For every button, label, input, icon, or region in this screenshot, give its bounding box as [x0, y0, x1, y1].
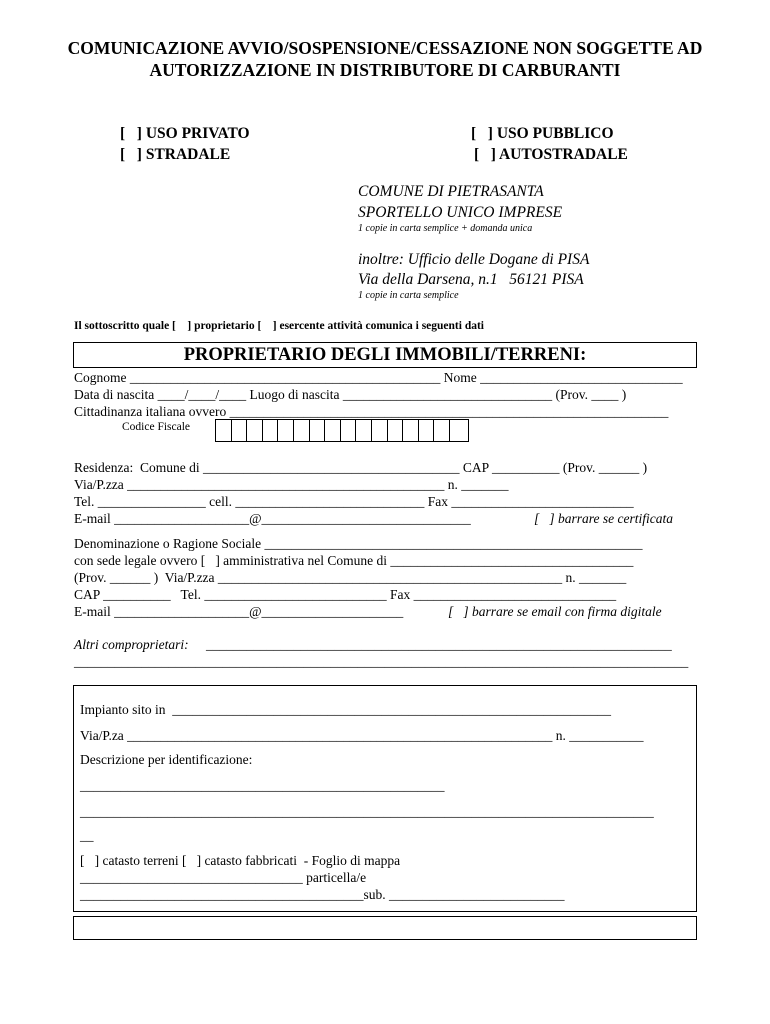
descrizione-field-3[interactable]: __ [80, 828, 94, 843]
recipient-dogane: inoltre: Ufficio delle Dogane di PISA [358, 251, 590, 268]
owner-section-title: PROPRIETARIO DEGLI IMMOBILI/TERRENI: [183, 345, 587, 365]
email-firma-digitale-checkbox[interactable]: [ ] barrare se email con firma digitale [448, 604, 662, 619]
impianto-sito-field[interactable]: Impianto sito in _________________________________________________________________ [80, 702, 611, 717]
residenza-field[interactable]: Residenza: Comune di ______________________________________ CAP __________ (Prov. ______ ) [74, 460, 648, 475]
descrizione-field-1[interactable]: ______________________________________________________ [80, 778, 445, 793]
descrizione-field-2[interactable]: _____________________________________________________________________________________ [80, 804, 654, 819]
recipient-comune: COMUNE DI PIETRASANTA [358, 183, 544, 200]
recipient-dogane-note: 1 copie in carta semplice [358, 290, 459, 301]
altri-comproprietari-field[interactable]: _____________________________________________________________________ [206, 637, 672, 652]
recipient-sportello: SPORTELLO UNICO IMPRESE [358, 204, 563, 221]
sede-prov-via-field[interactable]: (Prov. ______ ) Via/P.zza ___________________________________________________ n. _______ [74, 570, 627, 585]
sede-legale-field[interactable]: con sede legale ovvero [ ] amministrativa nel Comune di ____________________________________ [74, 553, 634, 568]
owner-section-header [73, 342, 697, 368]
email-certificata-checkbox[interactable]: [ ] barrare se certificata [534, 511, 673, 526]
altri-comproprietari-field-2[interactable]: ___________________________________________________________________________________________ [74, 654, 689, 669]
via-field[interactable]: Via/P.zza _______________________________________________ n. _______ [74, 477, 509, 492]
sede-email-field[interactable]: E-mail ____________________@_____________________ [74, 604, 404, 619]
stradale-checkbox[interactable]: [ ] STRADALE [120, 146, 231, 163]
form-title: COMUNICAZIONE AVVIO/SOSPENSIONE/CESSAZIONE NON SOGGETTE AD AUTORIZZAZIONE IN DISTRIBUTORE DI CARBURANTI [67, 38, 703, 80]
impianto-via-field[interactable]: Via/P.za _______________________________________________________________ n. ___________ [80, 728, 644, 743]
denominazione-field[interactable]: Denominazione o Ragione Sociale ________________________________________________________ [74, 536, 643, 551]
recipient-dogane-address: Via della Darsena, n.1 56121 PISA [358, 271, 584, 288]
intro-declaration[interactable]: Il sottoscritto quale [ ] proprietario [ ] esercente attività comunica i seguenti dati [74, 320, 484, 332]
autostradale-checkbox[interactable]: [ ] AUTOSTRADALE [474, 146, 628, 163]
email-field[interactable]: E-mail ____________________@_______________________________ [74, 511, 471, 526]
recipient-comune-note: 1 copie in carta semplice + domanda unica [358, 223, 533, 234]
empty-box [73, 916, 697, 940]
codice-fiscale-field[interactable] [215, 419, 469, 442]
codice-fiscale-label: Codice Fiscale [122, 421, 191, 433]
altri-comproprietari-label: Altri comproprietari: [74, 637, 189, 652]
tel-cell-fax-field[interactable]: Tel. ________________ cell. ____________________________ Fax ___________________________ [74, 494, 634, 509]
descrizione-label: Descrizione per identificazione: [80, 752, 253, 767]
sede-cap-tel-fax-field[interactable]: CAP __________ Tel. ___________________________ Fax ______________________________ [74, 587, 617, 602]
cognome-nome-field[interactable]: Cognome ______________________________________________ Nome ______________________________ [74, 370, 683, 385]
nascita-field[interactable]: Data di nascita ____/____/____ Luogo di nascita _______________________________ (Prov. ____ ) [74, 387, 627, 402]
uso-privato-checkbox[interactable]: [ ] USO PRIVATO [120, 125, 250, 142]
particella-field[interactable]: _________________________________ particella/e [80, 870, 367, 885]
cittadinanza-field[interactable]: Cittadinanza italiana ovvero _________________________________________________________________ [74, 404, 669, 419]
catasto-options[interactable]: [ ] catasto terreni [ ] catasto fabbricati - Foglio di mappa [80, 853, 401, 868]
sub-field[interactable]: __________________________________________sub. __________________________ [80, 887, 565, 902]
uso-pubblico-checkbox[interactable]: [ ] USO PUBBLICO [471, 125, 614, 142]
